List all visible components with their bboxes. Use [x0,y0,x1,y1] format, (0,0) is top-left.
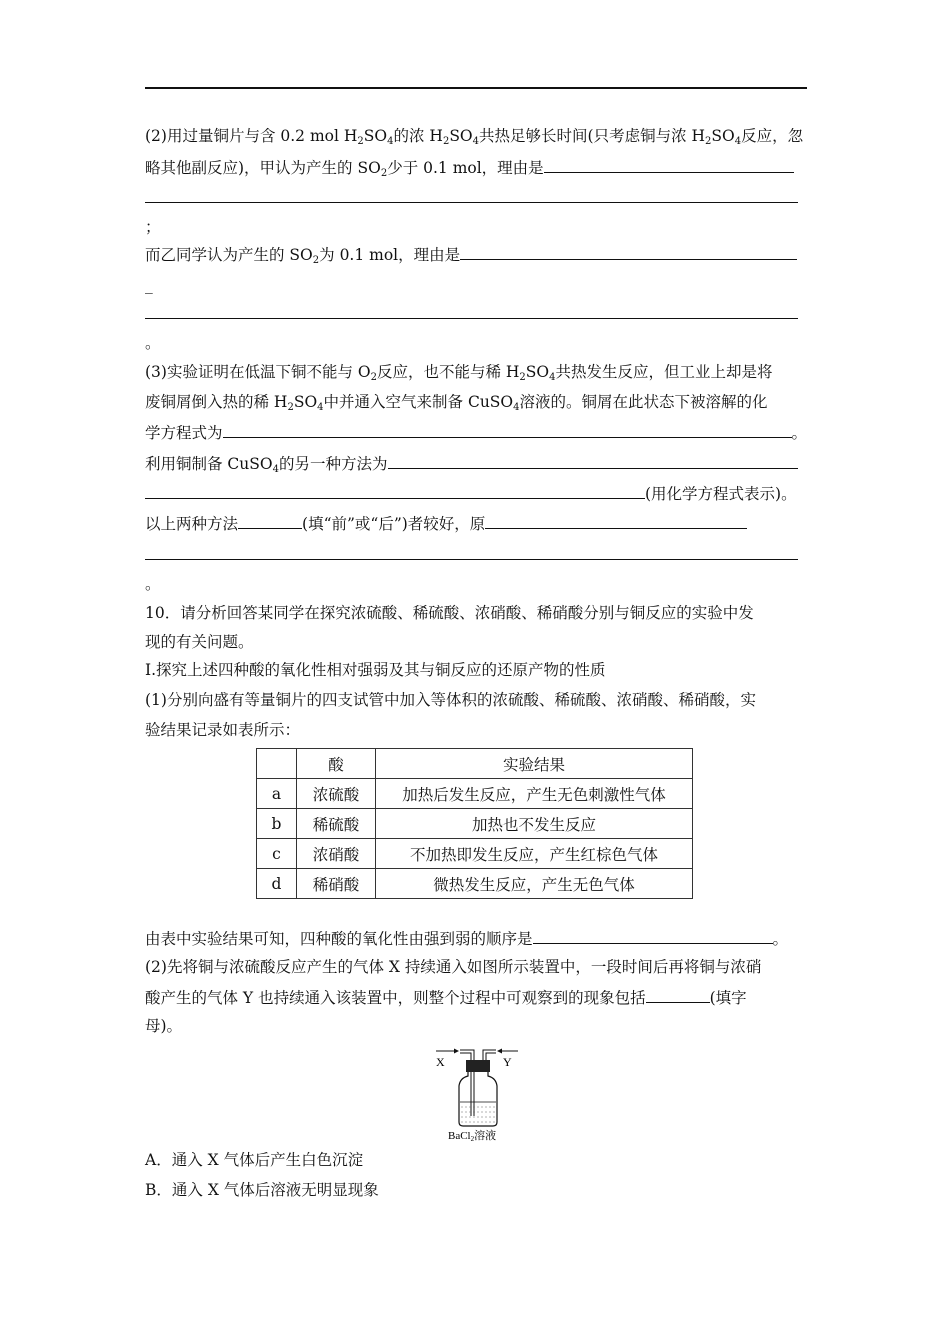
table-row [257,779,693,809]
q3-line-6: 以上两种方法 (填“前”或“后”)者较好，原 [145,513,747,534]
q10-sub1-line-1: (1)分别向盛有等量铜片的四支试管中加入等体积的浓硫酸、稀硫酸、浓硝酸、稀硝酸，实 [145,691,756,709]
answer-blank[interactable] [544,157,794,173]
q10-sub1-line-2: 验结果记录如表所示： [145,721,301,739]
table-cell: c [257,839,297,869]
stopper [466,1060,490,1072]
table-cell: 浓硫酸 [297,779,376,809]
q2-line-2: 略其他副反应)，甲认为产生的 $SO_2$少于 0.1 mol，理由是 [145,157,794,178]
q10-stem-line-2: 现的有关问题。 [145,633,254,651]
q10-sub2-line-2: 酸产生的气体 Y 也持续通入该装置中，则整个过程中可观察到的现象包括 (填字 [145,989,747,1007]
table-row [257,839,693,869]
answer-blank[interactable] [145,483,645,499]
q2-semicolon: ； [145,218,161,236]
q3-line-3: 学方程式为 。 [145,424,808,442]
table-cell: d [257,869,297,899]
answer-line[interactable] [145,318,798,319]
answer-blank[interactable] [223,422,792,438]
table-header-cell: 实验结果 [376,749,693,779]
answer-blank[interactable] [388,453,798,469]
figure-caption: BaCl2溶液 [448,1130,497,1142]
table-cell: 不加热即发生反应，产生红棕色气体 [376,839,693,869]
results-table [256,748,693,899]
q2-period: 。 [145,334,161,352]
q3-line-2: 废铜屑倒入热的稀 $H_2SO_4$中并通入空气来制备 CuSO$_4$溶液的。铜屑在此状态下被溶解的化 [145,393,768,413]
table-cell: a [257,779,297,809]
header-rule [145,87,807,89]
table-cell: 加热也不发生反应 [376,809,693,839]
answer-blank[interactable] [646,987,710,1003]
label-x: X [436,1055,445,1069]
q10-part-1-heading: Ⅰ.探究上述四种酸的氧化性相对强弱及其与铜反应的还原产物的性质 [145,661,606,679]
option-a[interactable]: A．通入 X 气体后产生白色沉淀 [145,1151,364,1169]
table-header-cell: 酸 [297,749,376,779]
q2-dash: _ [145,276,153,294]
gas-washing-bottle-figure [430,1046,526,1142]
inlet-tube [460,1050,474,1116]
x-arrow-head [454,1049,459,1054]
answer-line[interactable] [145,559,798,560]
bottle [459,1072,497,1126]
table-cell: 加热后发生反应，产生无色刺激性气体 [376,779,693,809]
q2-line-4: 而乙同学认为产生的 $SO_2$为 0.1 mol，理由是 [145,244,797,265]
q3-line-1: (3)实验证明在低温下铜不能与 $O_2$反应，也不能与稀 $H_2SO_4$共热发生反应，但工业上却是将 [145,363,773,383]
option-b[interactable]: B．通入 X 气体后溶液无明显现象 [145,1181,379,1199]
answer-blank[interactable] [533,928,773,944]
q10-stem-line-1: 10．请分析回答某同学在探究浓硫酸、稀硫酸、浓硝酸、稀硝酸分别与铜反应的实验中发 [145,604,754,622]
answer-line[interactable] [145,202,798,203]
q3-line-4: 利用铜制备 CuSO$_4$的另一种方法为 [145,453,798,474]
q2-line-1: (2)用过量铜片与含 0.2 mol $H_2SO_4$的浓 $H_2SO_4$共热足够长时间(只考虑铜与浓 $H_2SO_4$反应，忽 [145,127,804,147]
table-cell: 稀硝酸 [297,869,376,899]
q10-sub2-line-1: (2)先将铜与浓硫酸反应产生的气体 X 持续通入如图所示装置中，一段时间后再将铜与浓硝 [145,958,762,976]
table-cell: 稀硫酸 [297,809,376,839]
table-header-row [257,749,693,779]
table-cell: 微热发生反应，产生无色气体 [376,869,693,899]
y-arrow-head [497,1049,502,1054]
table-cell: b [257,809,297,839]
q10-sub2-line-3: 母)。 [145,1017,183,1035]
answer-blank[interactable] [460,244,797,260]
q3-period: 。 [145,575,161,593]
table-header-cell [257,749,297,779]
answer-blank[interactable] [485,513,747,529]
table-cell: 浓硝酸 [297,839,376,869]
label-y: Y [503,1055,512,1069]
q3-line-5: (用化学方程式表示)。 [145,483,797,504]
answer-blank[interactable] [238,513,302,529]
q10-order-line: 由表中实验结果可知，四种酸的氧化性由强到弱的顺序是 。 [145,930,789,948]
table-row [257,869,693,899]
table-row [257,809,693,839]
